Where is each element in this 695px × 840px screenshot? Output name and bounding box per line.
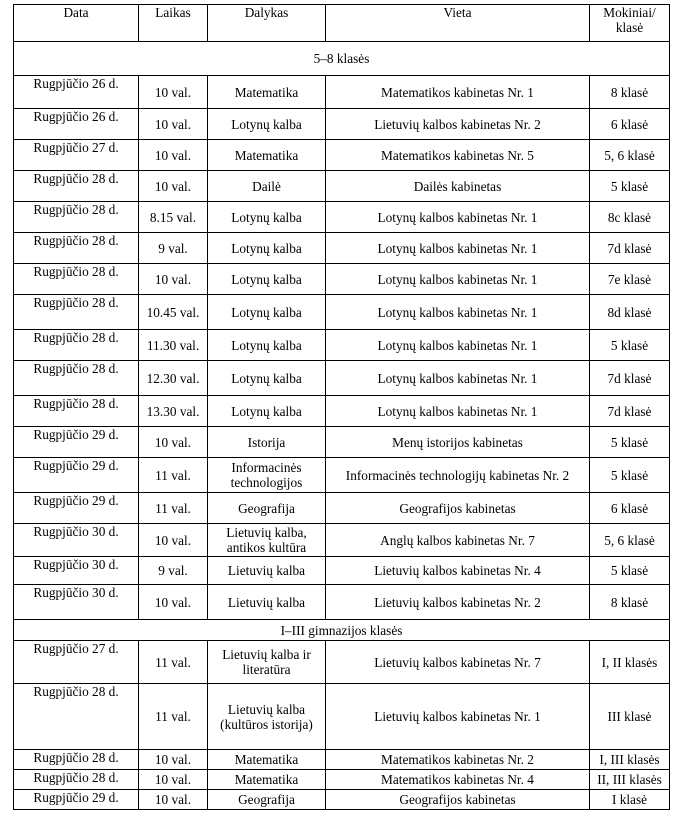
cell-subject: Lotynų kalba [208,330,326,361]
cell-location: Lotynų kalbos kabinetas Nr. 1 [326,264,590,295]
cell-subject: Matematika [208,770,326,790]
cell-subject: Dailė [208,171,326,202]
cell-time: 11 val. [139,684,208,750]
cell-time: 11 val. [139,641,208,684]
cell-class: 5 klasė [590,330,670,361]
cell-date: Rugpjūčio 28 d. [14,684,139,750]
cell-location: Lotynų kalbos kabinetas Nr. 1 [326,202,590,233]
cell-location: Dailės kabinetas [326,171,590,202]
table-row [14,770,670,790]
cell-class: 6 klasė [590,493,670,524]
table-row [14,557,670,585]
cell-class: 7d klasė [590,361,670,396]
table-row [14,493,670,524]
cell-class: 5 klasė [590,171,670,202]
cell-time: 10 val. [139,790,208,810]
cell-time: 10 val. [139,585,208,620]
cell-location: Lotynų kalbos kabinetas Nr. 1 [326,396,590,427]
cell-date: Rugpjūčio 28 d. [14,264,139,295]
cell-location: Lotynų kalbos kabinetas Nr. 1 [326,233,590,264]
cell-date: Rugpjūčio 28 d. [14,233,139,264]
cell-subject: Matematika [208,76,326,109]
table-row [14,790,670,810]
cell-time: 10 val. [139,109,208,140]
schedule-table [13,4,670,810]
cell-time: 10 val. [139,264,208,295]
cell-subject: Lotynų kalba [208,361,326,396]
cell-location: Lotynų kalbos kabinetas Nr. 1 [326,330,590,361]
table-body [14,42,670,810]
cell-location: Matematikos kabinetas Nr. 2 [326,750,590,770]
cell-class: 6 klasė [590,109,670,140]
table-row [14,750,670,770]
cell-time: 10 val. [139,750,208,770]
cell-subject: Lotynų kalba [208,202,326,233]
table-row [14,427,670,458]
cell-class: 8c klasė [590,202,670,233]
cell-date: Rugpjūčio 28 d. [14,171,139,202]
cell-time: 10 val. [139,76,208,109]
cell-time: 10 val. [139,427,208,458]
cell-date: Rugpjūčio 28 d. [14,330,139,361]
cell-subject: Lotynų kalba [208,396,326,427]
column-header-location: Vieta [326,5,590,42]
cell-class: I, II klasės [590,641,670,684]
cell-date: Rugpjūčio 27 d. [14,140,139,171]
cell-time: 11.30 val. [139,330,208,361]
column-header-time: Laikas [139,5,208,42]
section-row [14,620,670,641]
cell-class: III klasė [590,684,670,750]
cell-location: Lotynų kalbos kabinetas Nr. 1 [326,361,590,396]
table-row [14,109,670,140]
table-row [14,684,670,750]
cell-time: 10.45 val. [139,295,208,330]
cell-date: Rugpjūčio 28 d. [14,202,139,233]
section-title: I–III gimnazijos klasės [14,620,670,641]
table-row [14,140,670,171]
cell-location: Lietuvių kalbos kabinetas Nr. 2 [326,109,590,140]
cell-date: Rugpjūčio 28 d. [14,361,139,396]
table-row [14,233,670,264]
cell-date: Rugpjūčio 28 d. [14,750,139,770]
section-title: 5–8 klasės [14,42,670,76]
table-row [14,330,670,361]
table-row [14,264,670,295]
cell-location: Matematikos kabinetas Nr. 5 [326,140,590,171]
table-row [14,361,670,396]
cell-subject: Lietuvių kalba ir literatūra [208,641,326,684]
cell-time: 10 val. [139,171,208,202]
cell-subject: Matematika [208,140,326,171]
cell-location: Menų istorijos kabinetas [326,427,590,458]
cell-time: 11 val. [139,458,208,493]
table-row [14,295,670,330]
cell-location: Lietuvių kalbos kabinetas Nr. 2 [326,585,590,620]
cell-subject: Geografija [208,493,326,524]
cell-date: Rugpjūčio 30 d. [14,557,139,585]
cell-time: 9 val. [139,557,208,585]
table-row [14,524,670,557]
cell-class: 5 klasė [590,458,670,493]
cell-location: Lotynų kalbos kabinetas Nr. 1 [326,295,590,330]
cell-time: 9 val. [139,233,208,264]
cell-class: 7d klasė [590,396,670,427]
cell-location: Lietuvių kalbos kabinetas Nr. 7 [326,641,590,684]
cell-date: Rugpjūčio 29 d. [14,493,139,524]
cell-subject: Lotynų kalba [208,295,326,330]
table-row [14,171,670,202]
cell-class: 8d klasė [590,295,670,330]
cell-location: Lietuvių kalbos kabinetas Nr. 1 [326,684,590,750]
section-row [14,42,670,76]
cell-class: 8 klasė [590,76,670,109]
cell-location: Matematikos kabinetas Nr. 1 [326,76,590,109]
cell-date: Rugpjūčio 27 d. [14,641,139,684]
cell-time: 10 val. [139,140,208,171]
cell-date: Rugpjūčio 29 d. [14,458,139,493]
cell-class: 8 klasė [590,585,670,620]
table-row [14,458,670,493]
cell-class: 7e klasė [590,264,670,295]
cell-date: Rugpjūčio 26 d. [14,109,139,140]
cell-location: Geografijos kabinetas [326,493,590,524]
cell-class: 7d klasė [590,233,670,264]
column-header-class: Mokiniai/ klasė [590,5,670,42]
cell-date: Rugpjūčio 29 d. [14,790,139,810]
cell-time: 8.15 val. [139,202,208,233]
cell-time: 12.30 val. [139,361,208,396]
header-row [14,5,670,42]
cell-subject: Lietuvių kalba [208,557,326,585]
cell-time: 13.30 val. [139,396,208,427]
cell-subject: Lietuvių kalba, antikos kultūra [208,524,326,557]
cell-date: Rugpjūčio 30 d. [14,585,139,620]
cell-date: Rugpjūčio 28 d. [14,295,139,330]
cell-date: Rugpjūčio 28 d. [14,770,139,790]
cell-date: Rugpjūčio 26 d. [14,76,139,109]
cell-subject: Lotynų kalba [208,233,326,264]
cell-class: 5 klasė [590,427,670,458]
cell-class: I, III klasės [590,750,670,770]
column-header-date: Data [14,5,139,42]
cell-subject: Informacinės technologijos [208,458,326,493]
cell-location: Matematikos kabinetas Nr. 4 [326,770,590,790]
cell-time: 10 val. [139,770,208,790]
cell-date: Rugpjūčio 28 d. [14,396,139,427]
cell-subject: Matematika [208,750,326,770]
cell-time: 11 val. [139,493,208,524]
cell-subject: Lietuvių kalba [208,585,326,620]
cell-location: Informacinės technologijų kabinetas Nr. 2 [326,458,590,493]
table-row [14,76,670,109]
cell-location: Lietuvių kalbos kabinetas Nr. 4 [326,557,590,585]
cell-time: 10 val. [139,524,208,557]
cell-date: Rugpjūčio 29 d. [14,427,139,458]
cell-location: Anglų kalbos kabinetas Nr. 7 [326,524,590,557]
cell-subject: Istorija [208,427,326,458]
cell-class: II, III klasės [590,770,670,790]
cell-date: Rugpjūčio 30 d. [14,524,139,557]
table-row [14,585,670,620]
table-row [14,202,670,233]
cell-class: 5, 6 klasė [590,524,670,557]
cell-location: Geografijos kabinetas [326,790,590,810]
column-header-subject: Dalykas [208,5,326,42]
cell-subject: Lotynų kalba [208,264,326,295]
table-row [14,396,670,427]
cell-class: I klasė [590,790,670,810]
cell-class: 5 klasė [590,557,670,585]
cell-subject: Lotynų kalba [208,109,326,140]
table-row [14,641,670,684]
cell-class: 5, 6 klasė [590,140,670,171]
cell-subject: Geografija [208,790,326,810]
cell-subject: Lietuvių kalba (kultūros istorija) [208,684,326,750]
